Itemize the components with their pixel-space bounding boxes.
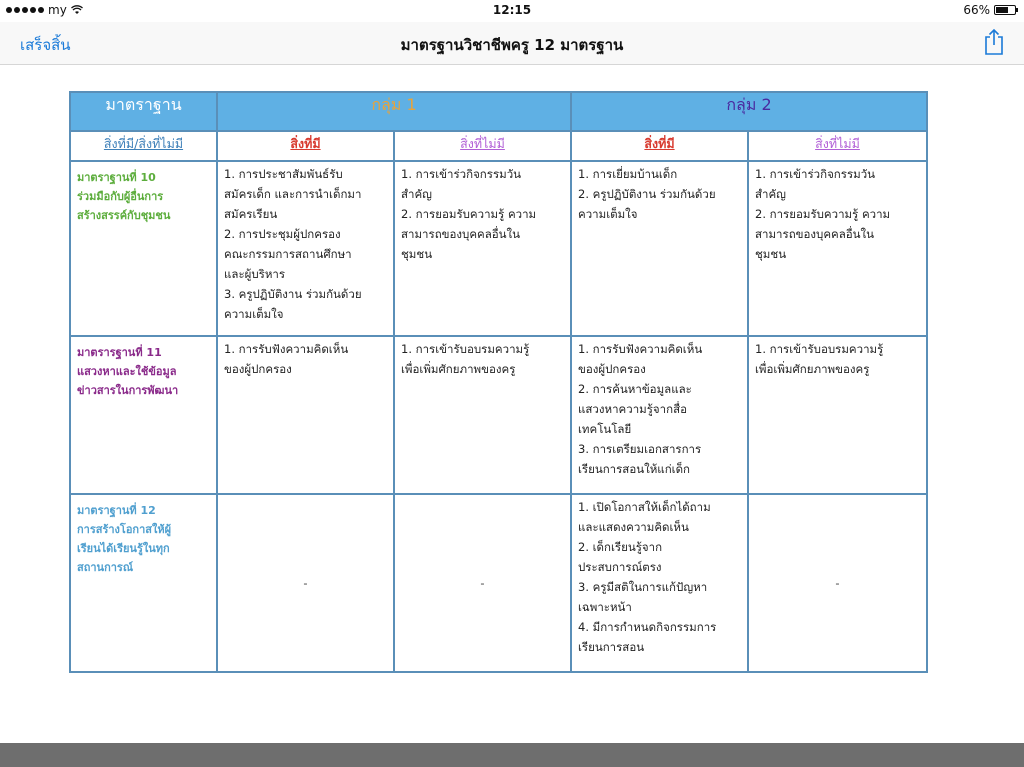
subheader-g2-has: สิ่งที่มี [571, 131, 748, 162]
cell-line: ความเต็มใจ [224, 307, 284, 322]
cell-line: สำคัญ [401, 187, 432, 202]
cell-line: สมัครเรียน [224, 207, 278, 222]
standard-11-name [70, 336, 217, 494]
table-header-row [70, 92, 927, 131]
table-row [70, 336, 927, 494]
header-standard: มาตราฐาน [70, 92, 217, 131]
done-button[interactable]: เสร็จสิ้น [20, 36, 71, 54]
cell-line: ร่วมมือกับผู้อื่นการ [77, 190, 164, 204]
cell-line: สร้างสรรค์กับชุมชน [77, 209, 171, 223]
subheader-g1-has-not: สิ่งที่ไม่มี [394, 131, 571, 162]
cell-line: 3. การเตรียมเอกสารการ [578, 442, 702, 457]
standard-10-g1-has [217, 161, 394, 336]
standard-11-g1-not [394, 336, 571, 494]
cell-line: เพื่อเพิ่มศักยภาพของครู [401, 362, 516, 377]
cell-line: เรียนการสอน [578, 639, 645, 654]
cell-line: สามารถของบุคคลอื่นใน [755, 227, 875, 242]
cell-line: สามารถของบุคคลอื่นใน [401, 227, 521, 242]
cell-line: แสวงหาความรู้จากสื่อ [578, 402, 687, 417]
cell-line: ชุมชน [755, 247, 787, 262]
cell-line: 4. มีการกำหนดกิจกรรมการ [578, 619, 717, 634]
standard-12-g1-not: - [394, 494, 571, 672]
cell-line: แสวงหาและใช้ข้อมูล [77, 365, 177, 379]
bottom-toolbar [0, 743, 1024, 767]
cell-line: เทคโนโลยี [578, 422, 632, 437]
cell-line: สำคัญ [755, 187, 786, 202]
cell-line: ชุมชน [401, 247, 433, 262]
cell-line: สถานการณ์ [77, 560, 134, 574]
cell-line: 1. การเข้ารับอบรมความรู้ [401, 342, 530, 357]
standard-12-g2-not: - [748, 494, 927, 672]
standard-11-g1-has [217, 336, 394, 494]
subheader-g2-has-not: สิ่งที่ไม่มี [748, 131, 927, 162]
cell-line: 1. การเข้าร่วกิจกรรมวัน [755, 167, 876, 182]
cell-line: 2. การยอมรับความรู้ ความ [401, 207, 537, 222]
standard-12-g2-has [571, 494, 748, 672]
cell-line: เฉพาะหน้า [578, 599, 632, 614]
standard-12-g1-has: - [217, 494, 394, 672]
cell-line: 2. เด็กเรียนรู้จาก [578, 539, 663, 554]
status-right [963, 3, 1016, 17]
cell-line: 1. การรับฟังความคิดเห็น [578, 342, 703, 357]
cell-line: 2. การประชุมผู้ปกครอง [224, 227, 341, 242]
standard-10-name [70, 161, 217, 336]
battery-percentage: 66% [963, 3, 990, 17]
cell-line: 2. การยอมรับความรู้ ความ [755, 207, 891, 222]
cell-line: 1. การเข้าร่วกิจกรรมวัน [401, 167, 522, 182]
cell-line: และผู้บริหาร [224, 267, 286, 282]
cell-line: และแสดงความคิดเห็น [578, 519, 689, 534]
table-row [70, 161, 927, 336]
cell-line: 1. เปิดโอกาสให้เด็กได้ถาม [578, 499, 711, 514]
cell-line: ประสบการณ์ตรง [578, 559, 662, 574]
standard-10-g1-not [394, 161, 571, 336]
header-group-1: กลุ่ม 1 [217, 92, 571, 131]
cell-line: ข่าวสารในการพัฒนา [77, 384, 179, 398]
navigation-bar [0, 22, 1024, 65]
subheader-has-or-not: สิ่งที่มี/สิ่งที่ไม่มี [70, 131, 217, 162]
cell-line: เรียนได้เรียนรู้ในทุก [77, 541, 170, 555]
standard-10-g2-has [571, 161, 748, 336]
share-icon[interactable] [982, 28, 1006, 56]
standard-11-g2-has [571, 336, 748, 494]
cell-line: 1. การเยี่ยมบ้านเด็ก [578, 167, 678, 182]
standard-11-g2-not [748, 336, 927, 494]
cell-line: เรียนการสอนให้แก่เด็ก [578, 462, 691, 477]
document-title: มาตรฐานวิชาชีพครู 12 มาตรฐาน [400, 36, 624, 54]
cell-line: 2. ครูปฏิบัติงาน ร่วมกันด้วย [578, 187, 716, 202]
standard-12-name [70, 494, 217, 672]
battery-fill [996, 7, 1008, 13]
header-group-2: กลุ่ม 2 [571, 92, 927, 131]
standard-10-g2-not [748, 161, 927, 336]
cell-line: สมัครเด็ก และการนำเด็กมา [224, 187, 362, 202]
cell-line: 2. การค้นหาข้อมูลและ [578, 382, 692, 397]
cell-line: 3. ครูปฏิบัติงาน ร่วมกันด้วย [224, 287, 362, 302]
table-row [70, 494, 927, 672]
cell-line: มาตราฐานที่ 12 [77, 503, 156, 517]
battery-icon [994, 5, 1016, 15]
cell-line: 1. การประชาสัมพันธ์รับ [224, 167, 343, 182]
document-view[interactable] [0, 65, 1024, 743]
cell-line: 3. ครูมีสติในการแก้ปัญหา [578, 579, 708, 594]
standards-table [69, 91, 928, 673]
carrier-name: my [48, 3, 67, 17]
status-bar [0, 0, 1024, 22]
table-subheader-row [70, 131, 927, 162]
cell-line: ของผู้ปกครอง [224, 362, 292, 377]
subheader-g1-has: สิ่งที่มี [217, 131, 394, 162]
cell-line: การสร้างโอกาสให้ผู้ [77, 522, 172, 536]
cell-line: ของผู้ปกครอง [578, 362, 646, 377]
cell-line: คณะกรรมการสถานศึกษา [224, 247, 352, 262]
cell-line: เพื่อเพิ่มศักยภาพของครู [755, 362, 870, 377]
cell-line: มาตราฐานที่ 10 [77, 171, 156, 185]
cell-line: ความเต็มใจ [578, 207, 638, 222]
cell-line: มาตรารฐานที่ 11 [77, 346, 162, 360]
cell-line: 1. การเข้ารับอบรมความรู้ [755, 342, 884, 357]
cell-line: 1. การรับฟังความคิดเห็น [224, 342, 349, 357]
clock: 12:15 [492, 3, 532, 17]
